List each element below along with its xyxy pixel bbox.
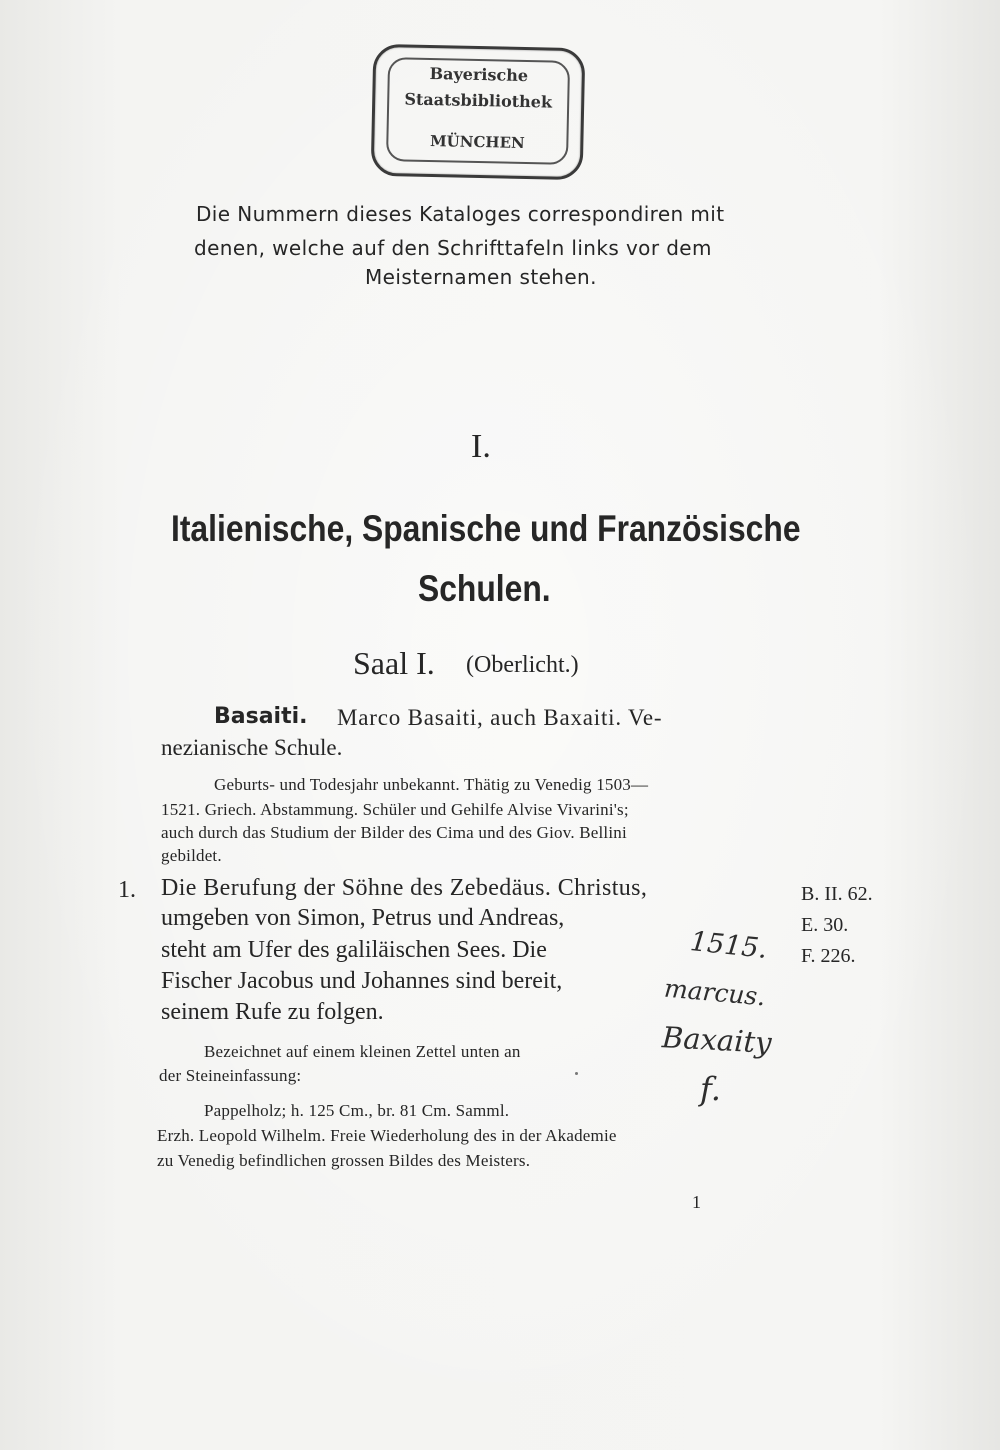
bio-line-2: 1521. Griech. Abstammung. Schüler und Gehilfe Alvise Vivarini's; bbox=[161, 800, 629, 819]
entry-line-1: Die Berufung der Söhne des Zebedäus. Christus, bbox=[161, 875, 648, 901]
section-title-line-1: Italienische, Spanische und Französische bbox=[171, 508, 801, 549]
details-line-2: Erzh. Leopold Wilhelm. Freie Wiederholung des in der Akademie bbox=[157, 1126, 617, 1145]
intro-line-1: Die Nummern dieses Kataloges correspondiren mit bbox=[196, 202, 725, 226]
reference-1: B. II. 62. bbox=[801, 883, 873, 905]
entry-line-5: seinem Rufe zu folgen. bbox=[161, 999, 384, 1025]
signature-note-line-1: Bezeichnet auf einem kleinen Zettel unten an bbox=[204, 1042, 521, 1061]
details-line-3: zu Venedig befindlichen grossen Bildes des Meisters. bbox=[157, 1151, 531, 1170]
entry-line-2: umgeben von Simon, Petrus und Andreas, bbox=[161, 905, 565, 931]
page-number: 1 bbox=[692, 1192, 701, 1212]
entry-line-3: steht am Ufer des galiläischen Sees. Die bbox=[161, 937, 547, 963]
handwritten-suffix: f. bbox=[700, 1070, 721, 1108]
room-name: Saal I. bbox=[353, 645, 435, 681]
bleed-through-text bbox=[60, 610, 86, 684]
details-line-1: Pappelholz; h. 125 Cm., br. 81 Cm. Samml. bbox=[204, 1101, 510, 1120]
reference-2: E. 30. bbox=[801, 914, 849, 936]
entry-number: 1. bbox=[118, 877, 136, 903]
section-title-line-2: Schulen. bbox=[418, 568, 551, 609]
ink-speck bbox=[575, 1072, 578, 1075]
section-numeral: I. bbox=[471, 428, 491, 465]
bio-line-3: auch durch das Studium der Bilder des Cima und des Giov. Bellini bbox=[161, 823, 627, 842]
artist-short-name: Basaiti. bbox=[214, 704, 308, 729]
artist-full-name: Marco Basaiti, auch Baxaiti. Ve- bbox=[337, 705, 663, 730]
bleed-through-text bbox=[90, 340, 96, 366]
stamp-line-1: Bayerische bbox=[429, 63, 529, 86]
library-stamp bbox=[371, 44, 586, 180]
intro-line-3: Meisternamen stehen. bbox=[365, 265, 597, 289]
intro-line-2: denen, welche auf den Schrifttafeln links vor dem bbox=[194, 236, 712, 260]
artist-full-name-cont: nezianische Schule. bbox=[161, 735, 343, 760]
handwritten-first-name: marcus. bbox=[662, 973, 767, 1012]
stamp-line-2: Staatsbibliothek bbox=[404, 89, 553, 112]
handwritten-year: 1515. bbox=[688, 926, 769, 965]
signature-note-line-2: der Steineinfassung: bbox=[159, 1066, 302, 1085]
reference-3: F. 226. bbox=[801, 945, 856, 967]
stamp-line-3: MÜNCHEN bbox=[429, 132, 525, 152]
room-note: (Oberlicht.) bbox=[466, 652, 579, 678]
bio-line-4: gebildet. bbox=[161, 846, 222, 865]
handwritten-last-name: Baxaity bbox=[661, 1020, 773, 1060]
bio-line-1: Geburts- und Todesjahr unbekannt. Thätig zu Venedig 1503— bbox=[214, 775, 649, 794]
entry-line-4: Fischer Jacobus und Johannes sind bereit, bbox=[161, 968, 563, 994]
